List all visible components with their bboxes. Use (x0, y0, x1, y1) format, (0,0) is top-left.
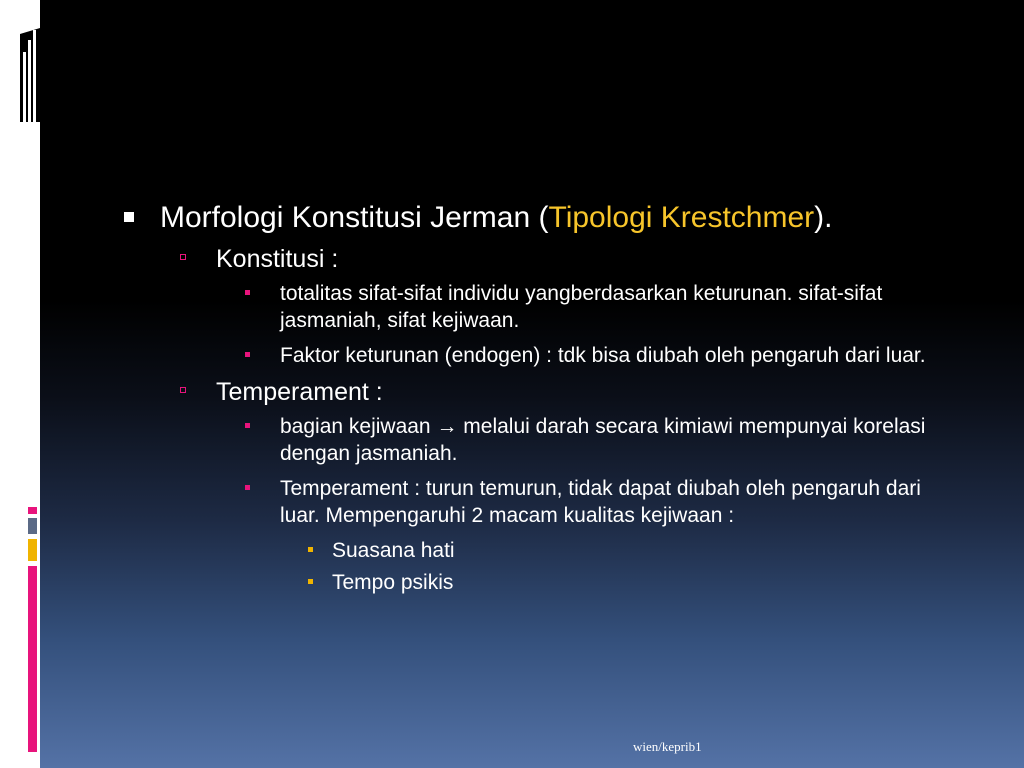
pink-square-bullet-icon (245, 485, 250, 490)
pink-square-bullet-icon (245, 423, 250, 428)
list-item (240, 342, 960, 369)
pink-square-bullet-icon (245, 352, 250, 357)
section-label: Konstitusi : (216, 245, 339, 273)
sub-list-item (306, 569, 960, 596)
list-item (240, 280, 960, 334)
bullet-heading (120, 200, 960, 236)
list-item-text: bagian kejiwaan (280, 415, 437, 438)
list-item-text: Faktor keturunan (endogen) : tdk bisa diubah oleh pengaruh dari luar. (280, 344, 926, 367)
list-item (240, 475, 960, 529)
accent-bar-pink-long (28, 566, 37, 752)
arrow-right-icon: → (436, 415, 458, 438)
hollow-square-bullet-icon (180, 387, 186, 393)
accent-bar-pink-small (28, 507, 37, 514)
section-label: Temperament : (216, 378, 383, 406)
list-item-text-cont: melalui darah secara kimiawi mempunyai korelasi dengan jasmaniah. (280, 415, 926, 465)
decorative-logo-icon (0, 0, 40, 130)
accent-bar-yellow (28, 539, 37, 561)
sub-list-item-text: Tempo psikis (332, 571, 454, 594)
pink-square-bullet-icon (245, 290, 250, 295)
list-item-text: totalitas sifat-sifat individu yangberdasarkan keturunan. sifat-sifat jasmaniah, sifat kejiwaan. (280, 282, 883, 332)
bullet-konstitusi (176, 244, 960, 274)
footer-text: wien/keprib1 (633, 739, 702, 754)
yellow-square-bullet-icon (308, 579, 313, 584)
bullet-temperament (176, 377, 960, 407)
list-item-text: Temperament : turun temurun, tidak dapat diubah oleh pengaruh dari luar. Mempengaruhi 2 macam kualitas kejiwaan : (280, 477, 921, 527)
slide-content (120, 200, 960, 601)
accent-bar-slate (28, 518, 37, 534)
sub-list-item-text: Suasana hati (332, 539, 455, 562)
square-bullet-icon (124, 212, 134, 222)
heading-text: Morfologi Konstitusi Jerman ( (160, 201, 549, 234)
heading-text-end: ). (814, 201, 833, 234)
hollow-square-bullet-icon (180, 254, 186, 260)
yellow-square-bullet-icon (308, 547, 313, 552)
sub-list-item (306, 537, 960, 564)
heading-highlight: Tipologi Krestchmer (548, 201, 815, 234)
list-item (240, 413, 960, 467)
